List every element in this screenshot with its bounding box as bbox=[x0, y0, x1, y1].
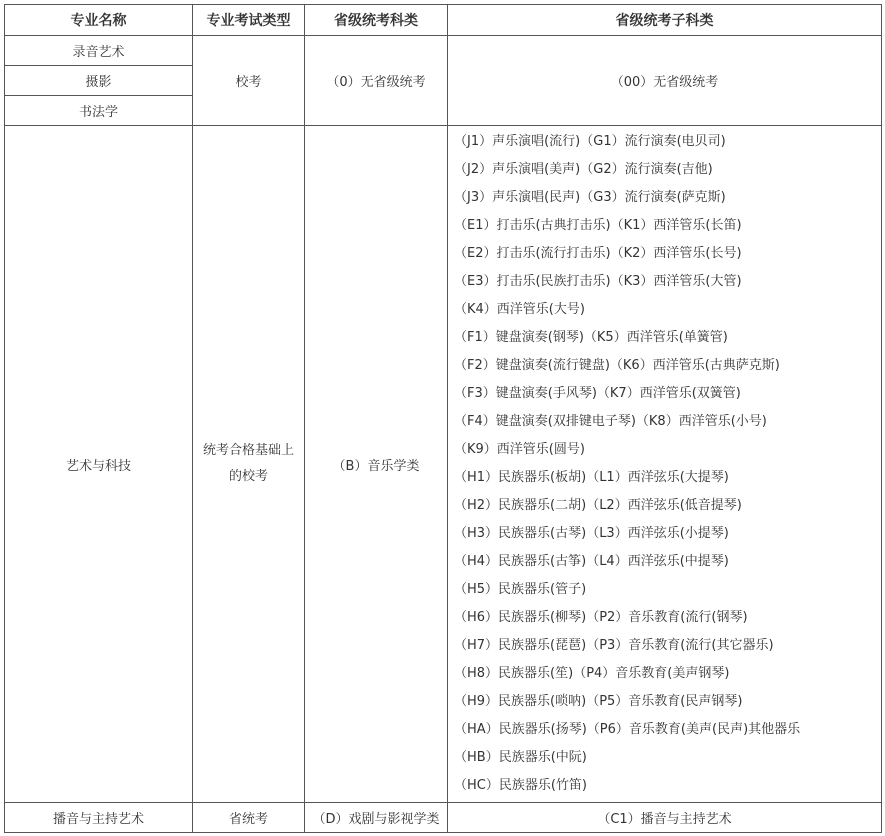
exam-type-cell: 统考合格基础上的校考 bbox=[193, 126, 305, 803]
subcategory-item: （J3）声乐演唱(民声)（G3）流行演奏(萨克斯) bbox=[454, 190, 726, 205]
header-row bbox=[5, 5, 882, 36]
major-name-cell: 摄影 bbox=[5, 66, 193, 96]
subcategory-item: （HB）民族器乐(中阮) bbox=[454, 750, 587, 765]
subcategory-item: （F4）键盘演奏(双排键电子琴)（K8）西洋管乐(小号) bbox=[454, 414, 767, 429]
subcategory-item: （K9）西洋管乐(圆号) bbox=[454, 442, 585, 457]
subcategory-item: （H2）民族器乐(二胡)（L2）西洋弦乐(低音提琴) bbox=[454, 498, 742, 513]
exam-type-cell: 省统考 bbox=[193, 803, 305, 833]
subcategory-item: （H3）民族器乐(古琴)（L3）西洋弦乐(小提琴) bbox=[454, 526, 729, 541]
category-cell: （B）音乐学类 bbox=[305, 126, 448, 803]
subcategory-cell: （C1）播音与主持艺术 bbox=[448, 803, 882, 833]
exam-type-cell: 校考 bbox=[193, 36, 305, 126]
subcategory-item: （H7）民族器乐(琵琶)（P3）音乐教育(流行(其它器乐) bbox=[454, 638, 774, 653]
subcategory-item: （E1）打击乐(古典打击乐)（K1）西洋管乐(长笛) bbox=[454, 218, 742, 233]
subcategory-item: （H6）民族器乐(柳琴)（P2）音乐教育(流行(钢琴) bbox=[454, 610, 748, 625]
table-row bbox=[5, 36, 882, 66]
subcategory-item: （H1）民族器乐(板胡)（L1）西洋弦乐(大提琴) bbox=[454, 470, 729, 485]
table-row bbox=[5, 803, 882, 833]
subcategory-item: （HC）民族器乐(竹笛) bbox=[454, 778, 587, 793]
subcategory-item: （K4）西洋管乐(大号) bbox=[454, 302, 585, 317]
majors-table bbox=[4, 4, 882, 833]
subcategory-item: （H4）民族器乐(古筝)（L4）西洋弦乐(中提琴) bbox=[454, 554, 729, 569]
category-cell: （0）无省级统考 bbox=[305, 36, 448, 126]
subcategory-item: （J1）声乐演唱(流行)（G1）流行演奏(电贝司) bbox=[454, 134, 726, 149]
subcategory-item: （E2）打击乐(流行打击乐)（K2）西洋管乐(长号) bbox=[454, 246, 742, 261]
subcategory-item: （H9）民族器乐(唢呐)（P5）音乐教育(民声钢琴) bbox=[454, 694, 743, 709]
subcategory-item: （F3）键盘演奏(手风琴)（K7）西洋管乐(双簧管) bbox=[454, 386, 741, 401]
subcategory-item: （J2）声乐演唱(美声)（G2）流行演奏(吉他) bbox=[454, 162, 713, 177]
header-exam-type: 专业考试类型 bbox=[193, 5, 305, 36]
header-subcategory: 省级统考子科类 bbox=[448, 5, 882, 36]
major-name-cell: 播音与主持艺术 bbox=[5, 803, 193, 833]
subcategory-item: （F1）键盘演奏(钢琴)（K5）西洋管乐(单簧管) bbox=[454, 330, 728, 345]
subcategory-item: （H8）民族器乐(笙)（P4）音乐教育(美声钢琴) bbox=[454, 666, 730, 681]
major-name-cell: 艺术与科技 bbox=[5, 126, 193, 803]
subcategory-item: （H5）民族器乐(管子) bbox=[454, 582, 587, 597]
header-category: 省级统考科类 bbox=[305, 5, 448, 36]
subcategory-list-cell bbox=[448, 126, 882, 803]
subcategory-item: （HA）民族器乐(扬琴)（P6）音乐教育(美声(民声)其他器乐 bbox=[454, 722, 801, 737]
header-major-name: 专业名称 bbox=[5, 5, 193, 36]
category-cell: （D）戏剧与影视学类 bbox=[305, 803, 448, 833]
subcategory-item: （E3）打击乐(民族打击乐)（K3）西洋管乐(大管) bbox=[454, 274, 742, 289]
major-name-cell: 书法学 bbox=[5, 96, 193, 126]
subcategory-cell: （00）无省级统考 bbox=[448, 36, 882, 126]
subcategory-item: （F2）键盘演奏(流行键盘)（K6）西洋管乐(古典萨克斯) bbox=[454, 358, 780, 373]
major-name-cell: 录音艺术 bbox=[5, 36, 193, 66]
table-row bbox=[5, 126, 882, 803]
